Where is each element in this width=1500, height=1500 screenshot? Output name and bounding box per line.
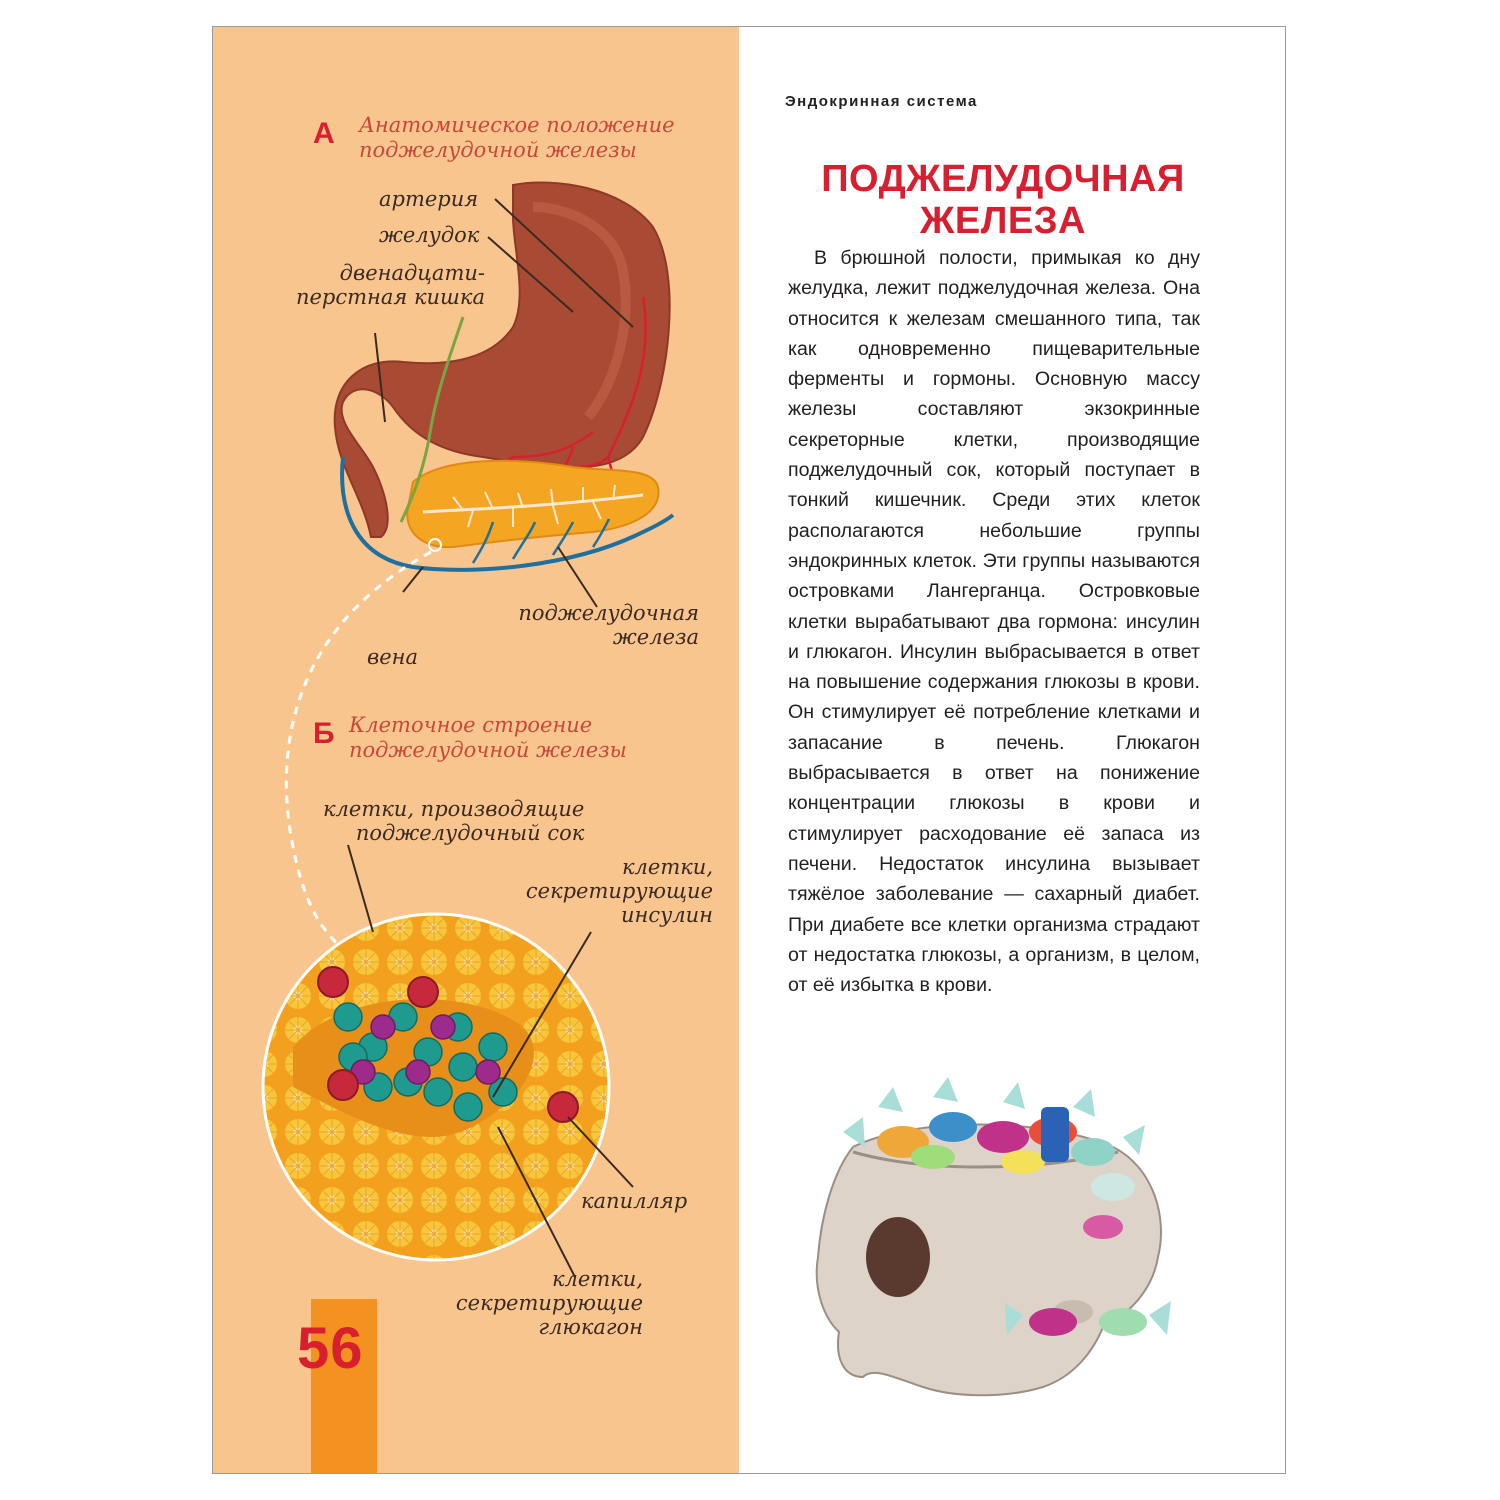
label-glucagon-line1: клетки,	[552, 1267, 643, 1291]
label-capillary: капилляр	[581, 1189, 688, 1213]
running-head: Эндокринная система	[785, 93, 978, 110]
eye-socket	[866, 1217, 930, 1297]
label-insulin-line3: инсулин	[620, 903, 713, 928]
label-insulin-line2: секретирующие	[525, 879, 713, 904]
section-b-title-line2: поджелудочной железы	[349, 738, 627, 763]
page-title-line1: ПОДЖЕЛУДОЧНАЯ	[821, 158, 1185, 200]
label-pancreas-line2: железа	[612, 625, 699, 650]
label-insulin-cells	[503, 855, 713, 927]
section-a-title	[359, 113, 675, 163]
label-glucagon-line2: секретирующие	[455, 1291, 643, 1316]
label-glucagon-line3: глюкагон	[538, 1315, 643, 1340]
label-juice-cells-line2: поджелудочный сок	[355, 821, 585, 846]
page-title	[803, 159, 1203, 243]
page-title-line2: ЖЕЛЕЗА	[920, 199, 1086, 242]
cell-structure-drawing	[253, 907, 633, 1267]
page-number: 56	[297, 1316, 364, 1381]
label-insulin-line1: клетки,	[622, 855, 713, 879]
label-duodenum-line2: перстная кишка	[295, 285, 485, 310]
label-juice-cells	[323, 797, 584, 845]
book-page	[212, 26, 1286, 1474]
label-glucagon-cells	[433, 1267, 643, 1339]
label-pancreas-line1: поджелудочная	[518, 601, 699, 625]
section-b-title	[349, 713, 627, 763]
pancreas-drawing	[407, 461, 658, 547]
section-a-letter: А	[313, 117, 335, 150]
label-pancreas	[493, 601, 699, 649]
illustration-panel	[213, 27, 739, 1473]
label-duodenum-line1: двенадцати-	[339, 261, 485, 285]
section-b-letter: Б	[313, 717, 335, 750]
label-juice-cells-line1: клетки, производящие	[323, 797, 585, 821]
label-duodenum	[273, 261, 485, 309]
label-artery: артерия	[379, 187, 479, 211]
skull-candy-illustration	[773, 1077, 1213, 1407]
section-a-title-line1: Анатомическое положение	[359, 113, 675, 137]
section-a-title-line2: поджелудочной железы	[359, 138, 637, 163]
label-vein: вена	[367, 645, 419, 669]
label-stomach: желудок	[379, 223, 480, 247]
skull-drawing	[817, 1125, 1161, 1396]
section-b-title-line1: Клеточное строение	[349, 713, 593, 737]
article-body: В брюшной полости, примыкая ко дну желудка, лежит поджелудочная железа. Она относится к железам смешанного типа, так как одновременно пищеварительные ферменты и гормоны. Основную массу железы составляют экзокринные секреторные клетки, производящие поджелудочный сок, который поступает в тонкий кишечник. Среди этих клеток располагаются небольшие группы эндокринных клеток. Эти группы называются островками Лангерганца. Островковые клетки вырабатывают два гормона: инсулин и глюкагон. Инсулин выбрасывается в ответ на повышение содержания глюкозы в крови. Он стимулирует её потребление клетками и запасание в печень. Глюкагон выбрасывается в ответ на понижение концентрации глюкозы в крови и стимулирует расходование её запаса из печени. Недостаток инсулина вызывает тяжёлое заболевание — сахарный диабет. При диабете все клетки организма страдают от недостатка глюкозы, а организм, в целом, от её избытка в крови.	[788, 247, 1200, 997]
